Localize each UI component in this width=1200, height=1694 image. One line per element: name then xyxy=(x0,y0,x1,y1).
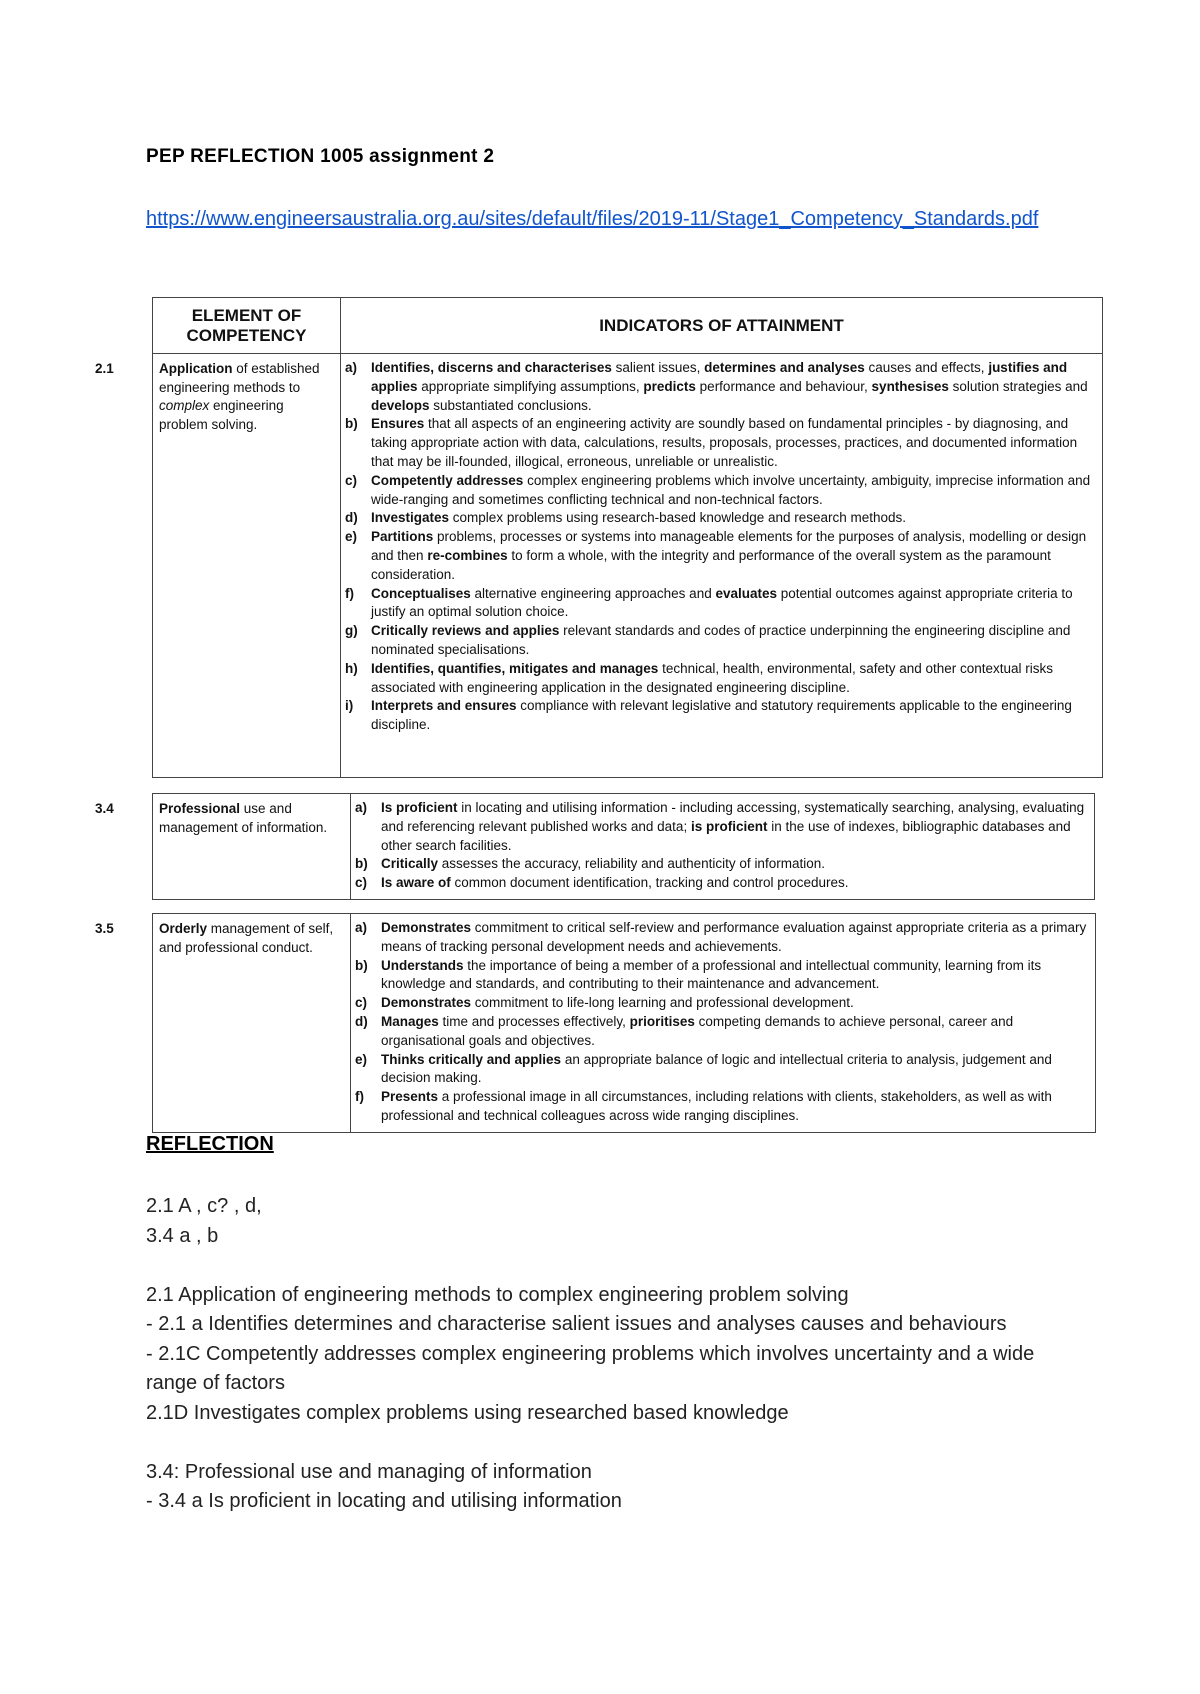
competency-table-2-1 xyxy=(95,297,1103,778)
indicator-letter: a) xyxy=(355,800,368,815)
indicator-text: Demonstrates commitment to life-long learning and professional development. xyxy=(381,995,854,1011)
competency-title-bold: Orderly xyxy=(159,921,208,936)
indicator-text: Understands the importance of being a member of a professional and intellectual community, learning from its knowledge and standards, and contributing to their maintenance and advancement. xyxy=(381,957,1042,992)
indicator-text: Competently addresses complex engineering problems which involve uncertainty, ambiguity, imprecise information and wide-ranging and sometimes conflicting technical and non-technical factors. xyxy=(371,472,1091,507)
indicator-item xyxy=(345,359,1096,415)
indicator-text: Is proficient in locating and utilising information - including accessing, systematically searching, analysing, evaluating and referencing relevant published works and data; is proficient in the use of indexes, bibliographic databases and other search facilities. xyxy=(381,800,1085,853)
reflection-body xyxy=(146,1192,1076,1517)
indicator-letter: a) xyxy=(345,360,358,375)
indicator-item xyxy=(345,472,1096,510)
indicator-item xyxy=(345,660,1096,698)
reflection-line: 2.1D Investigates complex problems using researched based knowledge xyxy=(146,1401,789,1424)
indicator-item xyxy=(355,1051,1089,1089)
element-header: ELEMENT OF COMPETENCY xyxy=(153,298,341,354)
competency-number: 3.5 xyxy=(95,921,114,936)
document-title: PEP REFLECTION 1005 assignment 2 xyxy=(146,146,495,167)
indicators-cell xyxy=(341,354,1103,778)
competency-title: of established engineering methods to xyxy=(159,361,320,395)
indicator-text: Presents a professional image in all circumstances, including relations with clients, stakeholders, as well as with professional and technical colleagues across wide ranging disciplines. xyxy=(381,1089,1052,1123)
indicator-letter: h) xyxy=(345,660,358,676)
indicator-letter: c) xyxy=(345,472,358,488)
indicator-item xyxy=(345,528,1096,584)
indicator-letter: b) xyxy=(355,856,368,872)
indicator-item xyxy=(355,994,1089,1013)
indicator-item xyxy=(345,585,1096,623)
indicator-text: Manages time and processes effectively, prioritises competing demands to achieve personal, career and organisational goals and objectives. xyxy=(381,1013,1014,1048)
competency-number: 3.4 xyxy=(95,801,114,816)
reflection-line: 3.4: Professional use and managing of information xyxy=(146,1460,592,1483)
reflection-line: - 2.1C Competently addresses complex engineering problems which involves uncertainty and a wide range of factors xyxy=(146,1342,1035,1394)
competency-standards-link[interactable]: https://www.engineersaustralia.org.au/sites/default/files/2019-11/Stage1_Competency_Standards.pdf xyxy=(146,208,1039,230)
reflection-line xyxy=(146,1428,1076,1458)
competency-title-italic: complex xyxy=(159,398,210,413)
indicator-item xyxy=(345,622,1096,660)
competency-title-end: engineering problem solving. xyxy=(159,398,284,432)
reflection-line: - 3.4 a Is proficient in locating and utilising information xyxy=(146,1490,622,1512)
reflection-line: 2.1 Application of engineering methods to complex engineering problem solving xyxy=(146,1283,849,1306)
indicator-letter: f) xyxy=(345,585,354,601)
reflection-heading: REFLECTION xyxy=(146,1133,274,1155)
indicator-letter: a) xyxy=(355,920,368,935)
indicator-letter: e) xyxy=(355,1051,368,1067)
indicator-letter: g) xyxy=(345,623,358,639)
indicator-text: Critically assesses the accuracy, reliability and authenticity of information. xyxy=(381,856,825,872)
competency-title: management of self, and professional conduct. xyxy=(159,921,334,955)
competency-table-3-5 xyxy=(95,913,1096,1133)
indicator-item xyxy=(355,919,1089,957)
indicator-item xyxy=(345,509,1096,528)
indicator-letter: b) xyxy=(345,416,358,432)
indicator-letter: i) xyxy=(345,698,354,714)
indicator-item xyxy=(345,415,1096,471)
indicator-item xyxy=(345,697,1096,735)
indicators-header: INDICATORS OF ATTAINMENT xyxy=(341,298,1103,354)
indicator-text: Demonstrates commitment to critical self-review and performance evaluation against appropriate criteria as a primary means of tracking personal development needs and achievements. xyxy=(381,920,1087,954)
indicator-letter: d) xyxy=(345,510,358,526)
element-cell xyxy=(95,794,351,900)
indicator-text: Investigates complex problems using research-based knowledge and research methods. xyxy=(371,510,907,526)
indicator-text: Ensures that all aspects of an engineering activity are soundly based on fundamental principles - by diagnosing, and taking appropriate action with data, calculations, results, proposals, processes, practices, and documented information that may be ill-founded, illogical, erroneous, unreliable or unrealistic. xyxy=(371,416,1078,469)
indicator-item xyxy=(355,855,1088,874)
indicator-item xyxy=(355,1088,1089,1126)
indicator-letter: b) xyxy=(355,957,368,973)
indicator-item xyxy=(355,874,1088,893)
competency-table-3-4 xyxy=(95,793,1095,900)
indicators-cell xyxy=(351,914,1096,1133)
element-cell xyxy=(95,914,351,1133)
competency-title-bold: Application xyxy=(159,361,233,376)
indicators-cell xyxy=(351,794,1095,900)
reflection-line: - 2.1 a Identifies determines and characterise salient issues and analyses causes and behaviours xyxy=(146,1313,1007,1335)
indicator-item xyxy=(355,957,1089,995)
indicator-letter: c) xyxy=(355,875,368,891)
indicator-letter: e) xyxy=(345,529,358,545)
indicator-text: Interprets and ensures compliance with relevant legislative and statutory requirements applicable to the engineering discipline. xyxy=(371,698,1072,733)
competency-number: 2.1 xyxy=(95,361,114,376)
indicator-letter: f) xyxy=(355,1089,364,1105)
competency-title: use and management of information. xyxy=(159,801,328,835)
indicator-text: Identifies, discerns and characterises salient issues, determines and analyses causes and effects, justifies and applies appropriate simplifying assumptions, predicts performance and behaviour, synthesises solution strategies and develops substantiated conclusions. xyxy=(371,360,1088,413)
reflection-line: 2.1 A , c? , d, xyxy=(146,1195,262,1217)
indicator-letter: c) xyxy=(355,995,368,1011)
indicator-text: Identifies, quantifies, mitigates and manages technical, health, environmental, safety and other contextual risks associated with engineering application in the designated engineering discipline. xyxy=(371,660,1054,695)
indicator-text: Partitions problems, processes or systems into manageable elements for the purposes of analysis, modelling or design and then re-combines to form a whole, with the integrity and performance of the overall system as the paramount consideration. xyxy=(371,529,1087,582)
reflection-line: 3.4 a , b xyxy=(146,1224,219,1247)
indicator-text: Critically reviews and applies relevant standards and codes of practice underpinning the engineering discipline and nominated specialisations. xyxy=(371,623,1071,657)
indicator-text: Is aware of common document identification, tracking and control procedures. xyxy=(381,875,849,891)
indicator-item xyxy=(355,799,1088,855)
indicator-letter: d) xyxy=(355,1013,368,1029)
indicator-text: Conceptualises alternative engineering approaches and evaluates potential outcomes against appropriate criteria to justify an optimal solution choice. xyxy=(371,585,1073,620)
indicator-item xyxy=(355,1013,1089,1051)
competency-title-bold: Professional xyxy=(159,801,241,816)
element-cell xyxy=(95,354,341,778)
indicator-text: Thinks critically and applies an appropriate balance of logic and intellectual criteria to analysis, judgement and decision making. xyxy=(381,1051,1052,1086)
reflection-line xyxy=(146,1251,1076,1281)
